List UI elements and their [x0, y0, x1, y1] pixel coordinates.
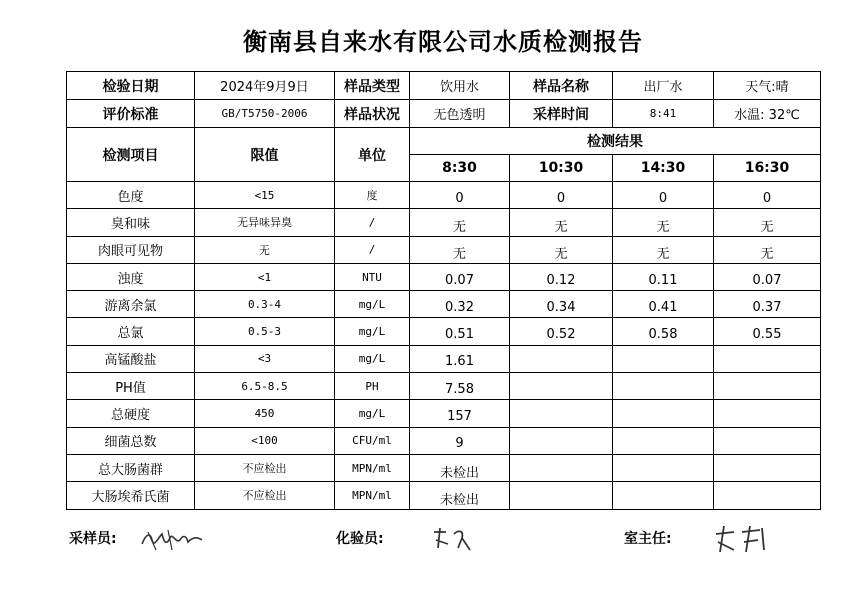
director-signature — [712, 520, 782, 556]
result-cell-total-chlorine-1: 0.51 — [410, 318, 510, 345]
result-cell-coliform-1: 未检出 — [410, 454, 510, 481]
result-cell-permanganate-2 — [510, 345, 613, 372]
result-cell-free-chlorine-3: 0.41 — [613, 291, 714, 318]
result-cell-odor-4: 无 — [714, 209, 821, 236]
item-cell-turbidity: 浊度 — [67, 263, 195, 290]
time-header-3: 14:30 — [613, 155, 714, 182]
info-row-2 — [67, 100, 821, 128]
unit-cell-free-chlorine: mg/L — [335, 291, 410, 318]
result-cell-turbidity-3: 0.11 — [613, 263, 714, 290]
result-cell-bacteria-4 — [714, 427, 821, 454]
result-cell-bacteria-2 — [510, 427, 613, 454]
item-cell-bacteria: 细菌总数 — [67, 427, 195, 454]
result-cell-visible-matter-4: 无 — [714, 236, 821, 263]
result-cell-hardness-3 — [613, 400, 714, 427]
unit-cell-odor: / — [335, 209, 410, 236]
sampling-time-label: 采样时间 — [510, 100, 613, 128]
result-cell-permanganate-4 — [714, 345, 821, 372]
result-cell-visible-matter-2: 无 — [510, 236, 613, 263]
table-row — [67, 400, 821, 427]
result-cell-color-1: 0 — [410, 182, 510, 209]
result-cell-e-coli-2 — [510, 482, 613, 509]
limit-cell-permanganate: <3 — [195, 345, 335, 372]
table-row — [67, 291, 821, 318]
table-row — [67, 373, 821, 400]
result-cell-e-coli-4 — [714, 482, 821, 509]
time-header-1: 8:30 — [410, 155, 510, 182]
unit-cell-e-coli: MPN/ml — [335, 482, 410, 509]
item-cell-hardness: 总硬度 — [67, 400, 195, 427]
result-cell-free-chlorine-2: 0.34 — [510, 291, 613, 318]
result-cell-ph-3 — [613, 373, 714, 400]
sample-state-value: 无色透明 — [410, 100, 510, 128]
weather-cell: 天气:晴 — [714, 72, 821, 100]
result-cell-color-3: 0 — [613, 182, 714, 209]
report-title: 衡南县自来水有限公司水质检测报告 — [243, 27, 643, 56]
director-label: 室主任: — [624, 531, 672, 547]
water-quality-table — [66, 71, 821, 510]
result-cell-odor-1: 无 — [410, 209, 510, 236]
table-row — [67, 318, 821, 345]
tester-label: 化验员: — [336, 531, 384, 547]
unit-cell-total-chlorine: mg/L — [335, 318, 410, 345]
sample-name-value: 出厂水 — [613, 72, 714, 100]
result-cell-free-chlorine-4: 0.37 — [714, 291, 821, 318]
result-cell-total-chlorine-3: 0.58 — [613, 318, 714, 345]
sample-state-label: 样品状况 — [335, 100, 410, 128]
result-cell-turbidity-2: 0.12 — [510, 263, 613, 290]
result-cell-turbidity-1: 0.07 — [410, 263, 510, 290]
result-cell-e-coli-3 — [613, 482, 714, 509]
unit-cell-visible-matter: / — [335, 236, 410, 263]
item-cell-free-chlorine: 游离余氯 — [67, 291, 195, 318]
standard-value: GB/T5750-2006 — [195, 100, 335, 128]
unit-cell-permanganate: mg/L — [335, 345, 410, 372]
result-cell-hardness-2 — [510, 400, 613, 427]
sample-name-label: 样品名称 — [510, 72, 613, 100]
time-header-2: 10:30 — [510, 155, 613, 182]
water-temp-cell: 水温: 32℃ — [714, 100, 821, 128]
unit-cell-coliform: MPN/ml — [335, 454, 410, 481]
limit-cell-color: <15 — [195, 182, 335, 209]
table-row — [67, 345, 821, 372]
limit-cell-ph: 6.5-8.5 — [195, 373, 335, 400]
result-cell-coliform-4 — [714, 454, 821, 481]
sample-type-value: 饮用水 — [410, 72, 510, 100]
result-cell-permanganate-3 — [613, 345, 714, 372]
result-cell-total-chlorine-4: 0.55 — [714, 318, 821, 345]
result-cell-total-chlorine-2: 0.52 — [510, 318, 613, 345]
table-row — [67, 182, 821, 209]
item-header: 检测项目 — [67, 128, 195, 182]
item-cell-visible-matter: 肉眼可见物 — [67, 236, 195, 263]
table-row — [67, 454, 821, 481]
unit-cell-hardness: mg/L — [335, 400, 410, 427]
result-cell-bacteria-1: 9 — [410, 427, 510, 454]
limit-cell-e-coli: 不应检出 — [195, 482, 335, 509]
item-cell-odor: 臭和味 — [67, 209, 195, 236]
unit-header: 单位 — [335, 128, 410, 182]
unit-cell-color: 度 — [335, 182, 410, 209]
result-cell-visible-matter-1: 无 — [410, 236, 510, 263]
result-cell-hardness-4 — [714, 400, 821, 427]
result-cell-ph-4 — [714, 373, 821, 400]
limit-cell-total-chlorine: 0.5-3 — [195, 318, 335, 345]
item-cell-color: 色度 — [67, 182, 195, 209]
table-row — [67, 427, 821, 454]
limit-cell-odor: 无异味异臭 — [195, 209, 335, 236]
result-cell-ph-2 — [510, 373, 613, 400]
result-cell-color-2: 0 — [510, 182, 613, 209]
header-row-1 — [67, 128, 821, 155]
item-cell-e-coli: 大肠埃希氏菌 — [67, 482, 195, 509]
limit-cell-coliform: 不应检出 — [195, 454, 335, 481]
tester-signature — [428, 520, 498, 556]
item-cell-coliform: 总大肠菌群 — [67, 454, 195, 481]
result-cell-turbidity-4: 0.07 — [714, 263, 821, 290]
info-row-1 — [67, 72, 821, 100]
item-cell-ph: PH值 — [67, 373, 195, 400]
limit-cell-bacteria: <100 — [195, 427, 335, 454]
sample-type-label: 样品类型 — [335, 72, 410, 100]
item-cell-total-chlorine: 总氯 — [67, 318, 195, 345]
limit-cell-visible-matter: 无 — [195, 236, 335, 263]
time-header-4: 16:30 — [714, 155, 821, 182]
standard-label: 评价标准 — [67, 100, 195, 128]
limit-cell-turbidity: <1 — [195, 263, 335, 290]
date-label: 检验日期 — [67, 72, 195, 100]
table-row — [67, 482, 821, 509]
result-cell-odor-2: 无 — [510, 209, 613, 236]
item-cell-permanganate: 高锰酸盐 — [67, 345, 195, 372]
table-row — [67, 263, 821, 290]
result-cell-odor-3: 无 — [613, 209, 714, 236]
sampler-signature — [138, 520, 208, 556]
limit-cell-hardness: 450 — [195, 400, 335, 427]
sampler-label: 采样员: — [69, 531, 117, 547]
result-cell-permanganate-1: 1.61 — [410, 345, 510, 372]
table-row — [67, 236, 821, 263]
result-cell-hardness-1: 157 — [410, 400, 510, 427]
result-cell-ph-1: 7.58 — [410, 373, 510, 400]
result-cell-coliform-2 — [510, 454, 613, 481]
table-row — [67, 209, 821, 236]
result-cell-e-coli-1: 未检出 — [410, 482, 510, 509]
limit-header: 限值 — [195, 128, 335, 182]
unit-cell-turbidity: NTU — [335, 263, 410, 290]
unit-cell-bacteria: CFU/ml — [335, 427, 410, 454]
result-cell-color-4: 0 — [714, 182, 821, 209]
results-header: 检测结果 — [410, 128, 821, 155]
result-cell-visible-matter-3: 无 — [613, 236, 714, 263]
sampling-time-value: 8:41 — [613, 100, 714, 128]
result-cell-free-chlorine-1: 0.32 — [410, 291, 510, 318]
unit-cell-ph: PH — [335, 373, 410, 400]
date-value: 2024年9月9日 — [195, 72, 335, 100]
result-cell-coliform-3 — [613, 454, 714, 481]
result-cell-bacteria-3 — [613, 427, 714, 454]
limit-cell-free-chlorine: 0.3-4 — [195, 291, 335, 318]
